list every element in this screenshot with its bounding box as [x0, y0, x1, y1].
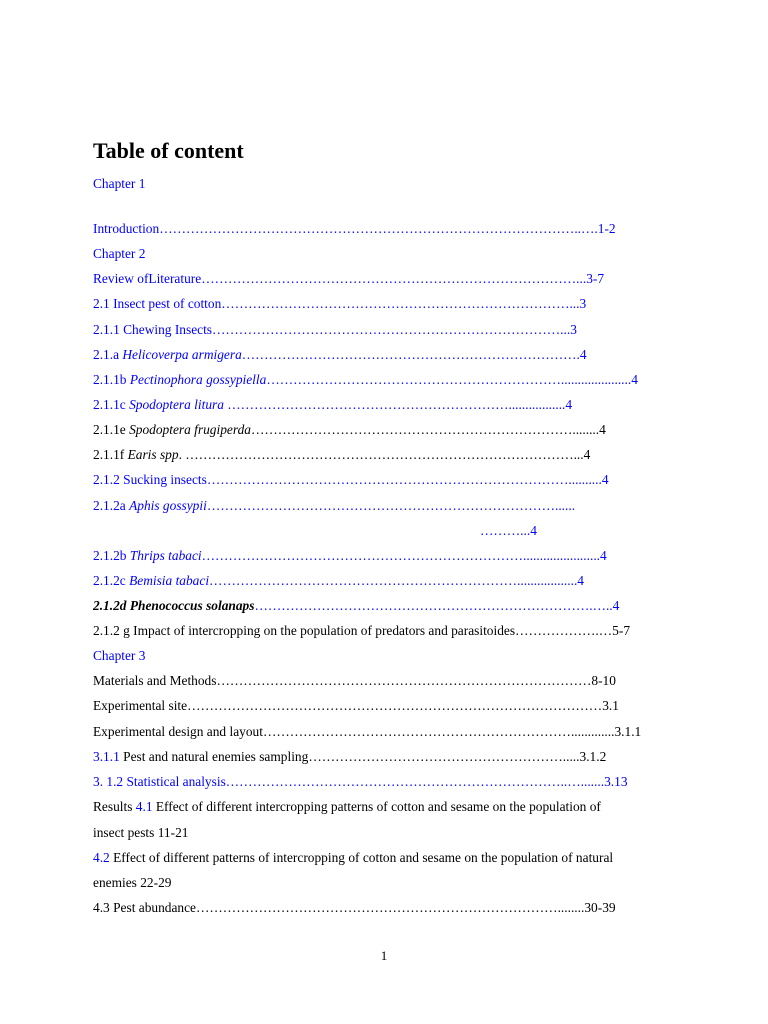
toc-label: Pest and natural enemies sampling: [119, 749, 309, 764]
toc-label: Materials and Methods: [93, 673, 217, 688]
toc-leader: ………………………………………………………………………..........: [206, 472, 602, 487]
toc-page: 3.1.2: [579, 749, 607, 764]
toc-species: Bemisia tabaci: [129, 573, 210, 588]
toc-entry-aphis-continuation[interactable]: [480, 522, 537, 540]
toc-label: 2.1.2 Sucking insects: [93, 472, 207, 487]
chapter-3-heading[interactable]: Chapter 3: [93, 648, 146, 663]
toc-page: 3: [570, 322, 577, 337]
toc-page: 4: [601, 472, 609, 487]
toc-label: Effect of different intercropping patterns of cotton and sesame on the population of: [152, 799, 601, 814]
toc-leader: ………………………………………………….....: [308, 749, 580, 764]
toc-species: Earis spp: [127, 447, 179, 462]
toc-page: 4: [530, 523, 537, 538]
toc-species: Spodoptera litura: [129, 397, 224, 412]
toc-label: 2.1.2 g Impact of intercropping on the population of predators and parasitoides: [93, 623, 516, 638]
toc-entry-chewing-insects[interactable]: [93, 321, 577, 339]
toc-page: 3-7: [586, 271, 605, 286]
toc-entry-bemisia[interactable]: [93, 572, 584, 590]
toc-number: 2.1.1b: [93, 372, 130, 387]
toc-entry-results-4-2-continuation[interactable]: enemies 22-29: [93, 875, 172, 890]
toc-entry-thrips[interactable]: [93, 547, 607, 565]
toc-leader: . ……………………………………………………………………………...: [178, 447, 584, 462]
toc-entry-earis[interactable]: [93, 446, 590, 464]
toc-entry-spodoptera-frugiperda[interactable]: [93, 421, 606, 439]
toc-entry-spodoptera-litura[interactable]: [93, 396, 572, 414]
toc-entry-helicoverpa[interactable]: [93, 346, 587, 364]
toc-page: 5-7: [612, 623, 631, 638]
toc-number: 2.1.2b: [93, 548, 130, 563]
toc-number: 2.1.a: [93, 347, 123, 362]
toc-page: 4: [577, 573, 584, 588]
toc-entry-experimental-site[interactable]: [93, 697, 619, 715]
toc-page: 30-39: [584, 900, 616, 915]
toc-entry-review[interactable]: [93, 270, 604, 288]
toc-label: 4.3 Pest abundance: [93, 900, 197, 915]
toc-label: 2.1 Insect pest of cotton: [93, 296, 222, 311]
chapter-2-heading[interactable]: Chapter 2: [93, 246, 146, 261]
toc-leader: ………………………………………………………………........: [250, 422, 600, 437]
toc-leader: ………………………………………………………………………........: [196, 900, 585, 915]
toc-page: 4: [583, 447, 591, 462]
toc-entry-results-4-1-continuation[interactable]: insect pests 11-21: [93, 825, 189, 840]
toc-number: 2.1.1e: [93, 422, 130, 437]
toc-entry-experimental-design[interactable]: [93, 723, 641, 741]
toc-entry-materials-methods[interactable]: [93, 672, 616, 690]
toc-entry-pest-abundance[interactable]: [93, 899, 616, 917]
toc-label: Experimental design and layout: [93, 724, 263, 739]
toc-page: 3.1: [602, 698, 619, 713]
toc-prefix: Results: [93, 799, 136, 814]
toc-entry-results-4-2[interactable]: [93, 849, 613, 867]
toc-leader: …………………………………………………………………………: [216, 673, 592, 688]
chapter-1-heading[interactable]: Chapter 1: [93, 176, 146, 191]
toc-leader: …………………………………………………………………..….......: [225, 774, 605, 789]
toc-entry-insect-pest[interactable]: [93, 295, 586, 313]
toc-page: 4: [579, 347, 587, 362]
toc-leader: ………………………………………………………………….: [241, 347, 580, 362]
toc-species: Thrips tabaci: [129, 548, 202, 563]
toc-species: Helicoverpa armigera: [122, 347, 242, 362]
toc-leader: ………………………………………………………………….…..: [254, 598, 613, 613]
toc-number: 2.1.2c: [93, 573, 130, 588]
toc-label: Review ofLiterature: [93, 271, 202, 286]
toc-entry-pectinophora[interactable]: [93, 371, 638, 389]
toc-page: 3.1.1: [614, 724, 642, 739]
toc-leader: ……………….…: [515, 623, 613, 638]
toc-page: 4: [600, 548, 607, 563]
toc-entry-sampling[interactable]: [93, 748, 606, 766]
toc-number: 2.1.2a: [93, 498, 130, 513]
page-number: 1: [380, 948, 388, 963]
toc-leader: …………………………………………………………….............: [262, 724, 615, 739]
toc-label: 2.1.2d Phenococcus solanaps: [93, 598, 255, 613]
toc-page: 4: [565, 397, 573, 412]
toc-page: 4: [631, 372, 638, 387]
page-title: Table of content: [93, 138, 244, 163]
toc-page: 4: [599, 422, 606, 437]
toc-leader: ……………………………………………………….................: [223, 397, 566, 412]
toc-leader: ………...: [480, 523, 531, 538]
toc-leader: ………………………………………………………….....................: [266, 372, 632, 387]
toc-entry-results-4-1[interactable]: [93, 798, 601, 816]
toc-label: 3. 1.2 Statistical analysis: [93, 774, 226, 789]
toc-page: 3.13: [604, 774, 628, 789]
toc-leader: …………………………………………………………………………...: [201, 271, 587, 286]
toc-species: Spodoptera frugiperda: [129, 422, 251, 437]
toc-leader: ……………………………………………………………….......................: [201, 548, 601, 563]
toc-leader: …………………………………………………………………………………..….: [159, 221, 598, 236]
toc-entry-statistical-analysis[interactable]: [93, 773, 628, 791]
toc-leader: ……………………………………………………………………...: [212, 322, 571, 337]
toc-number: 2.1.1c: [93, 397, 130, 412]
toc-entry-aphis[interactable]: [93, 497, 575, 515]
toc-species: Aphis gossypii: [129, 498, 207, 513]
toc-page: 8-10: [591, 673, 616, 688]
toc-number: 3.1.1: [93, 749, 120, 764]
toc-leader: ……………………………………………………………………......: [206, 498, 576, 513]
toc-label: Introduction: [93, 221, 160, 236]
toc-leader: ……………………………………………………………………...: [221, 296, 580, 311]
toc-number: 2.1.1f: [93, 447, 128, 462]
toc-entry-sucking-insects[interactable]: [93, 471, 609, 489]
toc-label: Effect of different patterns of intercropping of cotton and sesame on the population of natural: [109, 850, 614, 865]
toc-entry-introduction[interactable]: [93, 220, 616, 238]
toc-label: Experimental site: [93, 698, 188, 713]
toc-number: 4.2: [93, 850, 110, 865]
toc-leader: ……………………………………………………………..................: [209, 573, 578, 588]
toc-leader: …………………………………………………………………………………: [187, 698, 603, 713]
toc-number: 4.1: [135, 799, 153, 814]
toc-entry-phenococcus[interactable]: [93, 597, 619, 615]
toc-label: 2.1.1 Chewing Insects: [93, 322, 213, 337]
toc-entry-intercropping-impact[interactable]: [93, 622, 630, 640]
toc-page: 3: [579, 296, 587, 311]
toc-page: 4: [612, 598, 620, 613]
toc-species: Pectinophora gossypiella: [129, 372, 267, 387]
toc-page: 1-2: [597, 221, 616, 236]
